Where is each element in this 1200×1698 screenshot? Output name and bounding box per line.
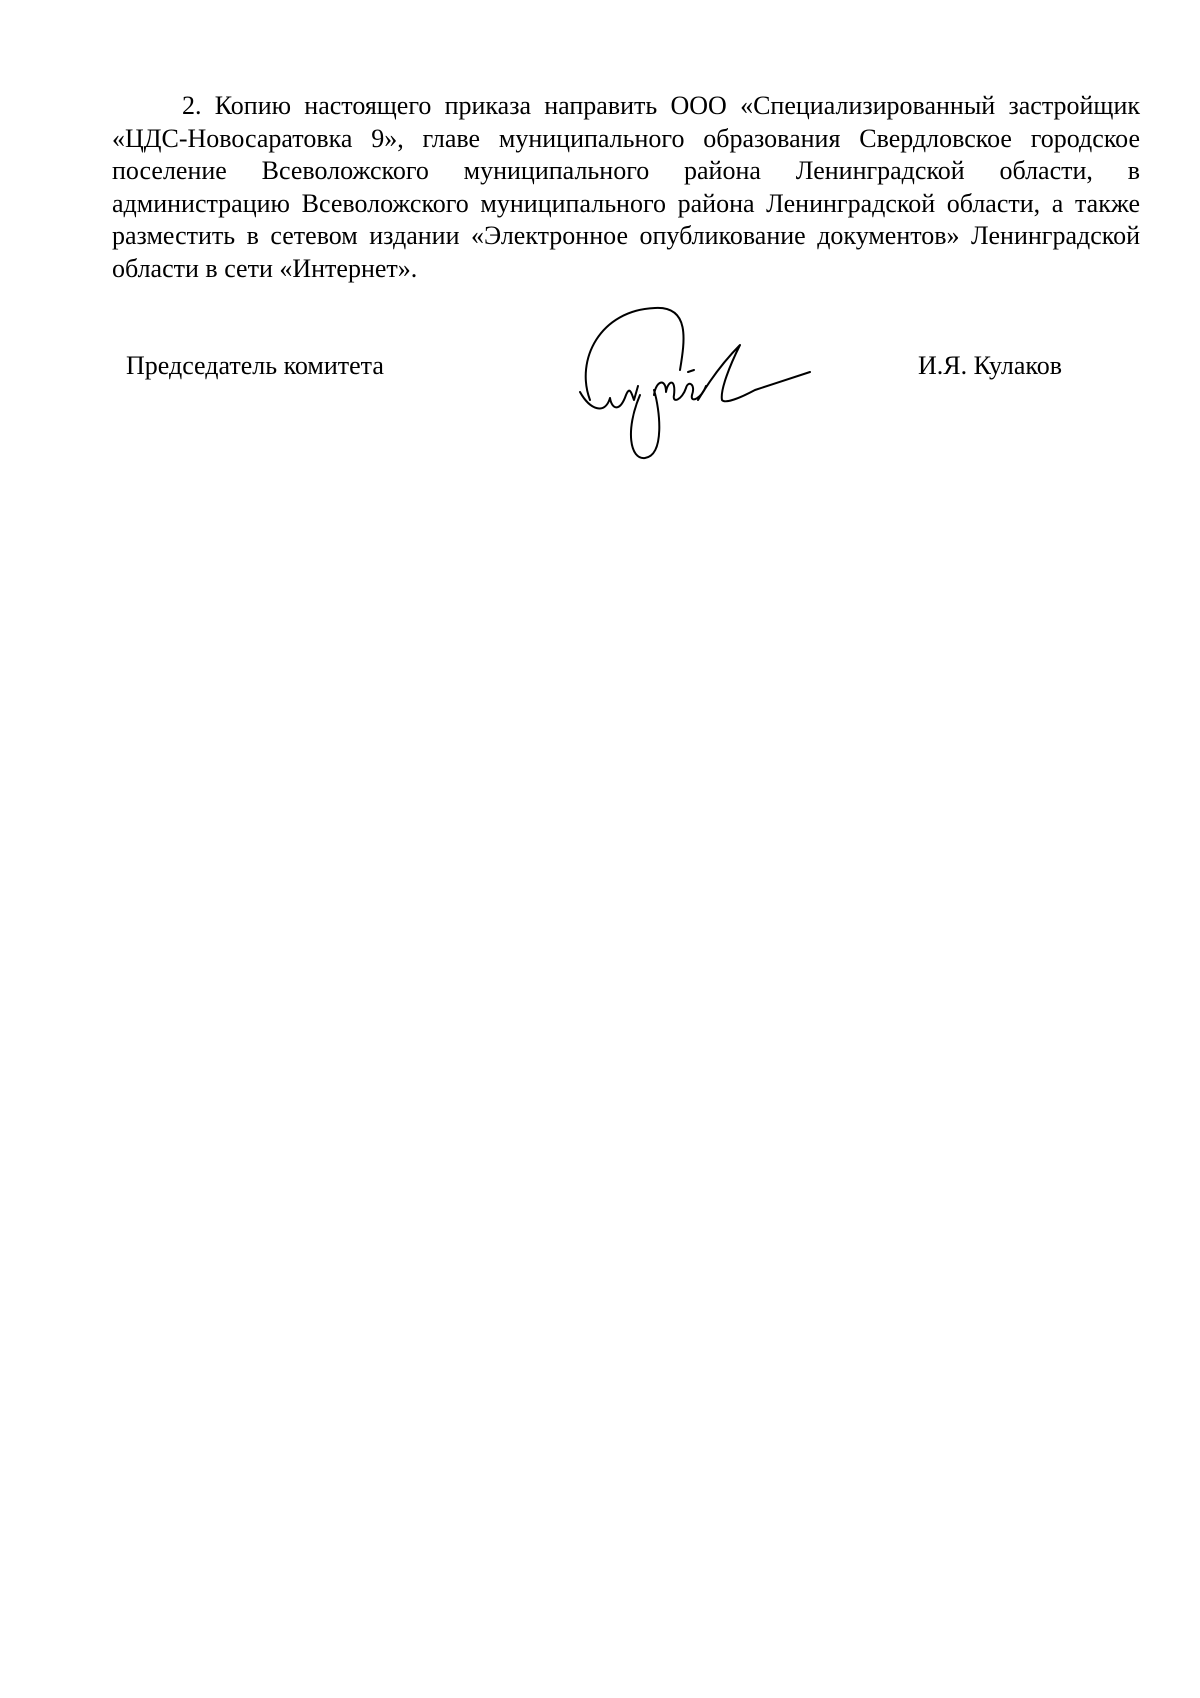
order-paragraph-2: 2. Копию настоящего приказа направить ООО «Специализированный застройщик «ЦДС-Новосаратовка 9», главе муниципального образования Свердловское городское поселение Всеволожского муниципального района Ленинградской области, в администрацию Всеволожского муниципального района Ленинградской области, а также разместить в сетевом издании «Электронное опубликование документов» Ленинградской области в сети «Интернет».: [112, 91, 1140, 283]
signer-name: И.Я. Кулаков: [918, 351, 1062, 380]
signer-position: Председатель комитета: [126, 351, 384, 380]
handwritten-signature-icon: [570, 300, 820, 470]
signature-block: [0, 300, 1200, 480]
